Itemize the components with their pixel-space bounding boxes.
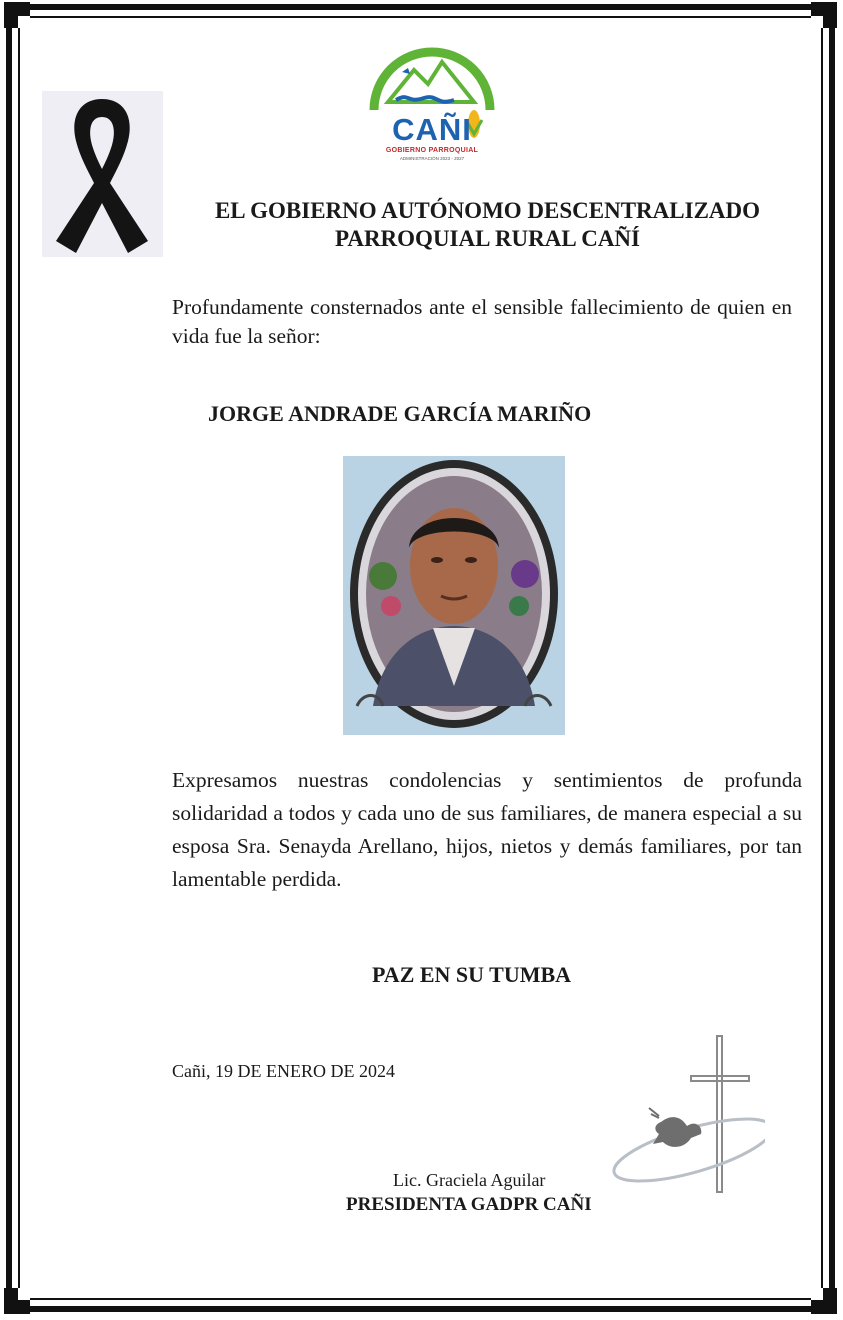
corner-ornament [811, 1288, 837, 1314]
corner-ornament [4, 2, 30, 28]
date-line: Cañi, 19 DE ENERO DE 2024 [172, 1061, 395, 1081]
condolence-paragraph: Expresamos nuestras condolencias y sentimientos de profunda solidaridad a todos y cada uno de sus familiares, de manera especial a su esposa Sra. Senayda Arellano, hijos, nietos y demás familiares, por tan lamentable perdida. [172, 768, 802, 891]
logo-subtitle: GOBIERNO PARROQUIAL [385, 147, 479, 154]
closing-phrase: PAZ EN SU TUMBA [372, 962, 572, 987]
parish-logo [366, 40, 498, 166]
title-line-2: PARROQUIAL RURAL CAÑÍ [335, 226, 640, 251]
logo-wordmark: CAÑI [392, 112, 472, 147]
mourning-ribbon-icon [42, 91, 163, 257]
intro-paragraph: Profundamente consternados ante el sensible fallecimiento de quien en vida fue la señor: [172, 295, 792, 348]
title-line-1: EL GOBIERNO AUTÓNOMO DESCENTRALIZADO [214, 198, 761, 223]
corner-ornament [811, 2, 837, 28]
corner-ornament [4, 1288, 30, 1314]
institution-title [150, 197, 825, 253]
signatory-role: PRESIDENTA GADPR CAÑI [346, 1194, 592, 1215]
logo-tagline: ADMINISTRACIÓN 2023 - 2027 [399, 156, 465, 161]
cross-dove-icon [605, 1030, 765, 1200]
signatory-name: Lic. Graciela Aguilar [393, 1170, 546, 1190]
deceased-name: JORGE ANDRADE GARCÍA MARIÑO [208, 401, 592, 426]
deceased-portrait [343, 456, 565, 735]
